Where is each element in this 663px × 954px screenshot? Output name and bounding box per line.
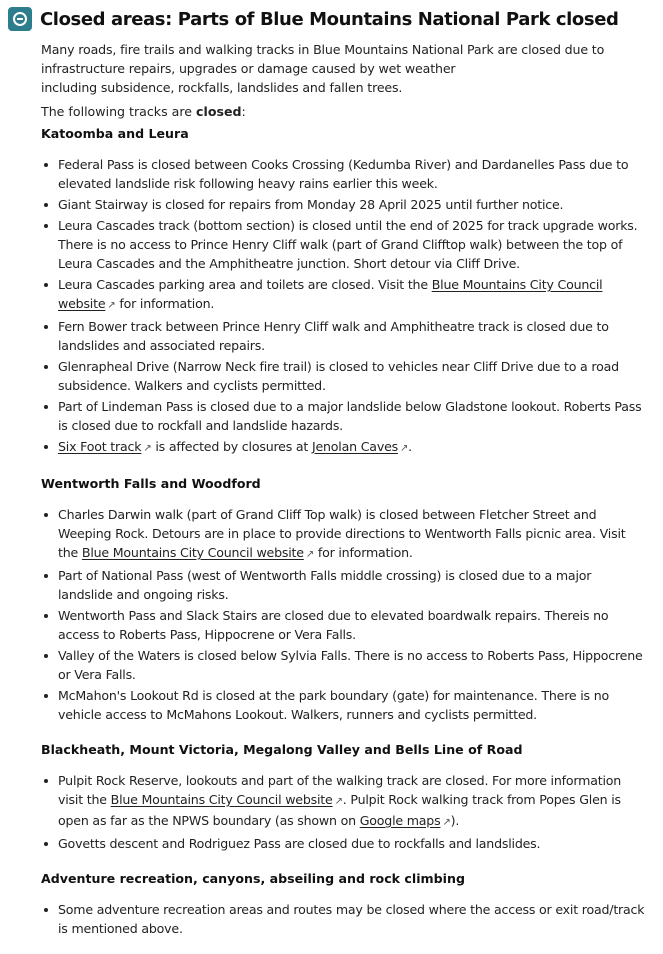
intro-line: Many roads, fire trails and walking tracks in Blue Mountains National Park are closed due to [41,42,605,57]
alert-content [41,40,646,954]
intro-line: including subsidence, rockfalls, landslides and fallen trees. [41,80,403,95]
closure-list [41,505,646,724]
closure-item: Part of Lindeman Pass is closed due to a major landslide below Gladstone lookout. Roberts Pass is closed due to rockfall and landslide hazards. [58,397,646,435]
item-text: is affected by closures at [151,439,312,454]
closure-item [58,771,646,832]
council-website-link[interactable]: Blue Mountains City Council website [58,277,603,311]
closure-item: Govetts descent and Rodriguez Pass are closed due to rockfalls and landslides. [58,834,646,853]
item-text: . [408,439,412,454]
jenolan-caves-link[interactable]: Jenolan Caves [311,439,398,454]
section-heading: Adventure recreation, canyons, abseiling and rock climbing [41,871,465,886]
section-heading: Katoomba and Leura [41,126,189,141]
intro-line: infrastructure repairs, upgrades or damage caused by wet weather [41,61,456,76]
closure-item: Wentworth Pass and Slack Stairs are closed due to elevated boardwalk repairs. Thereis no access to Roberts Pass, Hippocrene or Vera Falls. [58,606,646,644]
section-heading: Blackheath, Mount Victoria, Megalong Valley and Bells Line of Road [41,742,523,757]
item-text: for information. [314,545,413,560]
lead-bold: closed [196,104,242,119]
closure-item: Leura Cascades track (bottom section) is closed until the end of 2025 for track upgrade works. There is no access to Prince Henry Cliff walk (part of Grand Clifftop walk) between the top of Leura Cascades and the Amphitheatre junction. Short detour via Cliff Drive. [58,216,646,273]
external-link-icon: ↗ [107,300,116,311]
closure-item: Giant Stairway is closed for repairs from Monday 28 April 2025 until further notice. [58,195,646,214]
section-heading: Wentworth Falls and Woodford [41,476,261,491]
closure-item [58,505,646,564]
intro-paragraph [41,40,646,97]
closure-item: Federal Pass is closed between Cooks Crossing (Kedumba River) and Dardanelles Pass due to elevated landslide risk following heavy rains earlier this week. [58,155,646,193]
council-website-link[interactable]: Blue Mountains City Council website [110,792,333,807]
item-text: Pulpit Rock Reserve, lookouts and part of the walking track are closed. For more information visit the [58,773,622,807]
closure-item: Glenrapheal Drive (Narrow Neck fire trail) is closed to vehicles near Cliff Drive due to a road subsidence. Walkers and cyclists permitted. [58,357,646,395]
council-website-link[interactable]: Blue Mountains City Council website [81,545,304,560]
closure-item: Valley of the Waters is closed below Sylvia Falls. There is no access to Roberts Pass, Hippocrene or Vera Falls. [58,646,646,684]
closure-item: Some adventure recreation areas and routes may be closed where the access or exit road/track is mentioned above. [58,902,645,936]
closed-tracks-lead [41,102,646,121]
external-link-icon: ↗ [399,443,409,454]
closure-list [41,155,646,458]
external-link-icon: ↗ [143,443,152,454]
closure-item [58,275,646,315]
six-foot-track-link[interactable]: Six Foot track [58,439,142,454]
external-link-icon: ↗ [305,549,315,560]
closure-list [41,900,646,938]
section-blackheath [41,740,646,853]
closure-item [58,437,646,458]
closure-list [41,771,646,853]
external-link-icon: ↗ [442,817,451,828]
lead-text: The following tracks are [41,104,197,119]
section-wentworth-falls [41,474,646,724]
closure-item: Part of National Pass (west of Wentworth Falls middle crossing) is closed due to a major landslide and ongoing risks. [58,566,646,604]
item-text: ). [450,813,460,828]
closure-item: McMahon's Lookout Rd is closed at the park boundary (gate) for maintenance. There is no vehicle access to McMahons Lookout. Walkers, runners and cyclists permitted. [58,686,646,724]
google-maps-link[interactable]: Google maps [359,813,441,828]
section-katoomba-leura [41,124,646,458]
item-text: Charles Darwin walk (part of Grand Cliff Top walk) is closed between Fletcher Street and Weeping Rock. Detours are in place to provide directions to Wentworth Falls picnic area. Visit the [58,507,626,560]
alert-header [8,6,619,32]
page-title: Closed areas: Parts of Blue Mountains National Park closed [40,8,619,30]
item-text: for information. [115,296,215,311]
closure-item: Fern Bower track between Prince Henry Cliff walk and Amphitheatre track is closed due to landslides and associated repairs. [58,317,646,355]
lead-suffix: : [241,104,246,119]
external-link-icon: ↗ [334,796,343,807]
section-adventure-recreation [41,869,646,938]
item-text: . Pulpit Rock walking track from Popes Glen is open as far as the NPWS boundary (as shown on [58,792,621,828]
closed-alert-icon [8,7,32,31]
item-text: Leura Cascades parking area and toilets are closed. Visit the [58,277,432,292]
